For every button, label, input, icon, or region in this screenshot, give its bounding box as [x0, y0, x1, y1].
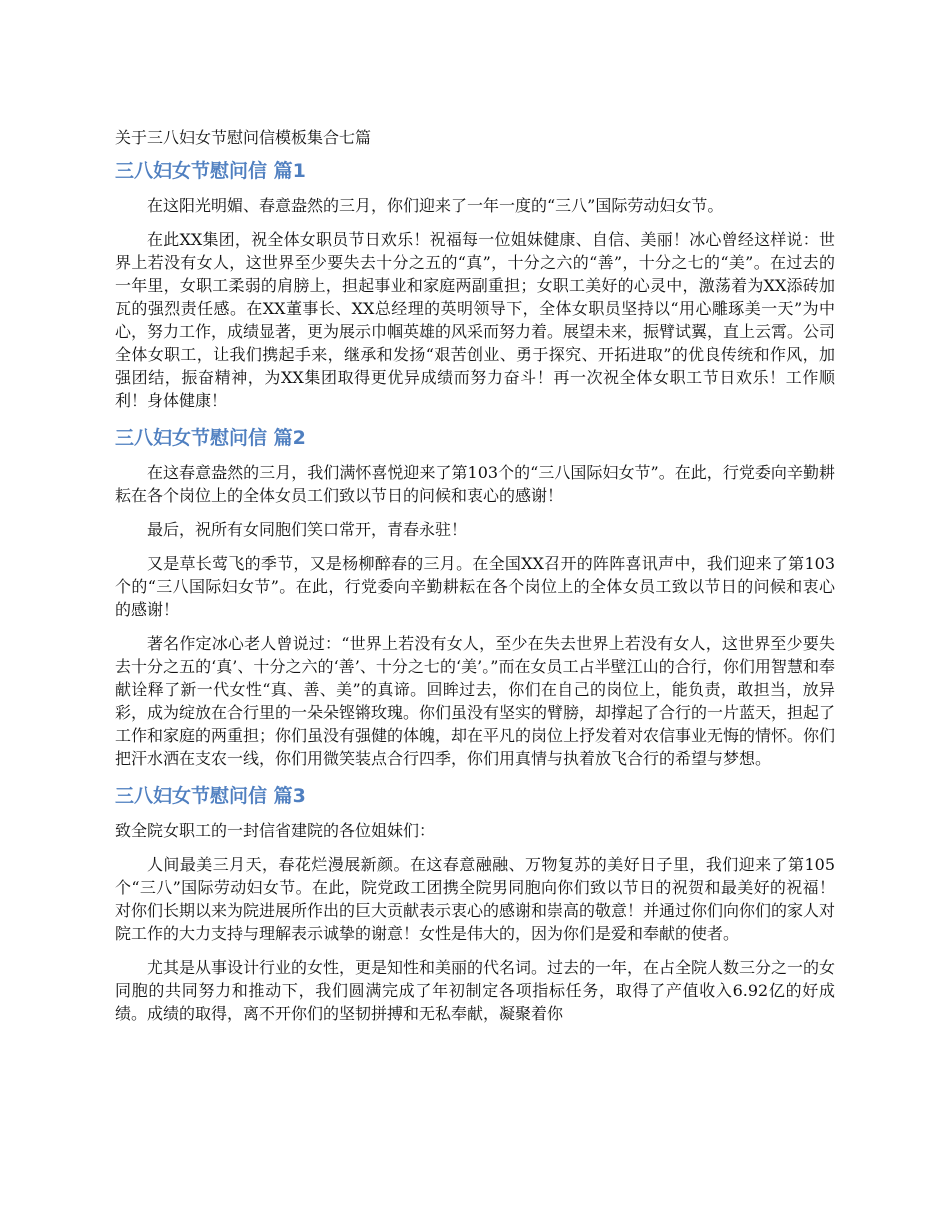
document-title: 关于三八妇女节慰问信模板集合七篇: [115, 128, 372, 147]
section-3: [115, 781, 835, 1025]
paragraph: 尤其是从事设计行业的女性，更是知性和美丽的代名词。过去的一年，在占全院人数三分之一的女同胞的共同努力和推动下，我们圆满完成了年初制定各项指标任务，取得了产值收入6.92亿的好成绩。成绩的取得，离不开你们的坚韧拼搏和无私奉献，凝聚着你: [115, 958, 836, 1023]
paragraph: 在这春意盎然的三月，我们满怀喜悦迎来了第103个的“三八国际妇女节”。在此，行党委向辛勤耕耘在各个岗位上的全体女员工们致以节日的问候和衷心的感谢！: [115, 463, 835, 505]
section-heading: 三八妇女节慰问信 篇2: [115, 427, 306, 449]
paragraph: 在此XX集团，祝全体女职员节日欢乐！祝福每一位姐妹健康、自信、美丽！冰心曾经这样说：世界上若没有女人，这世界至少要失去十分之五的“真”，十分之六的“善”，十分之七的“美”。在过去的一年里，女职工柔弱的肩膀上，担起事业和家庭两副重担；女职工美好的心灵中，激荡着为XX添砖加瓦的强烈责任感。在XX董事长、XX总经理的英明领导下，全体女职员坚持以“用心雕琢美一天”为中心，努力工作，成绩显著，更为展示巾帼英雄的风采而努力着。展望未来，振臂试翼，直上云霄。公司全体女职工，让我们携起手来，继承和发扬“艰苦创业、勇于探究、开拓进取”的优良传统和作风，加强团结，振奋精神，为XX集团取得更优异成绩而努力奋斗！再一次祝全体女职工节日欢乐！工作顺利！身体健康！: [115, 230, 836, 410]
section-heading: 三八妇女节慰问信 篇1: [115, 160, 306, 182]
section-2: [115, 423, 835, 770]
letter-salutation: 致全院女职工的一封信省建院的各位姐妹们：: [115, 821, 436, 840]
paragraph: 最后，祝所有女同胞们笑口常开，青春永驻！: [147, 520, 468, 539]
paragraph: 在这阳光明媚、春意盎然的三月，你们迎来了一年一度的“三八”国际劳动妇女节。: [147, 196, 724, 215]
section-heading: 三八妇女节慰问信 篇3: [115, 785, 306, 807]
paragraph: 人间最美三月天，春花烂漫展新颜。在这春意融融、万物复苏的美好日子里，我们迎来了第105个“三八”国际劳动妇女节。在此，院党政工团携全院男同胞向你们致以节日的祝贺和最美好的祝福！对你们长期以来为院进展所作出的巨大贡献表示衷心的感谢和崇高的敬意！并通过你们向你们的家人对院工作的大力支持与理解表示诚挚的谢意！女性是伟大的，因为你们是爱和奉献的使者。: [115, 855, 836, 943]
paragraph: 著名作定冰心老人曾说过：“世界上若没有女人，至少在失去世界上若没有女人，这世界至少要失去十分之五的‘真’、十分之六的‘善’、十分之七的‘美’。”而在女员工占半壁江山的合行，你们用智慧和奉献诠释了新一代女性“真、善、美”的真谛。回眸过去，你们在自己的岗位上，能负责，敢担当，放异彩，成为绽放在合行里的一朵朵铿锵玫瑰。你们虽没有坚实的臂膀，却撑起了合行的一片蓝天，担起了工作和家庭的两重担；你们虽没有强健的体魄，却在平凡的岗位上抒发着对农信事业无悔的情怀。你们把汗水洒在支农一线，你们用微笑装点合行四季，你们用真情与执着放飞合行的希望与梦想。: [115, 634, 836, 768]
section-1: [115, 156, 835, 412]
paragraph: 又是草长莺飞的季节，又是杨柳醉春的三月。在全国XX召开的阵阵喜讯声中，我们迎来了第103个的“三八国际妇女节”。在此，行党委向辛勤耕耘在各个岗位上的全体女员工致以节日的问候和衷心的感谢！: [115, 554, 835, 619]
document-body: [115, 124, 835, 1036]
